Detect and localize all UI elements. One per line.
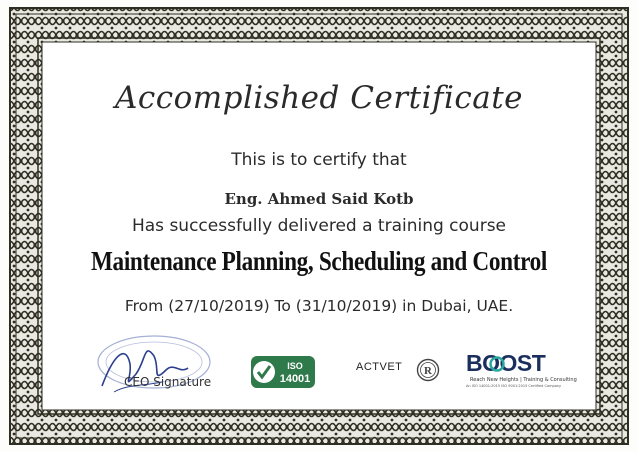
certificate-title: Accomplished Certificate bbox=[114, 80, 524, 116]
registered-mark-icon bbox=[416, 358, 440, 382]
iso-14001-logo bbox=[251, 356, 315, 388]
course-title: Maintenance Planning, Scheduling and Control bbox=[90, 246, 548, 276]
iso-number: 14001 bbox=[279, 373, 311, 385]
certify-intro: This is to certify that bbox=[231, 150, 407, 170]
boost-logo-text: BOOST bbox=[466, 350, 546, 376]
svg-text:R: R bbox=[424, 365, 432, 377]
boost-certification: An ISO 14001:2015 ISO 9001:2015 Certified Company bbox=[466, 384, 562, 388]
delivered-statement: Has successfully delivered a training course bbox=[131, 216, 507, 236]
iso-label: ISO bbox=[287, 361, 303, 371]
recipient-name: Eng. Ahmed Said Kotb bbox=[224, 190, 414, 208]
signature-label: CEO Signature bbox=[124, 375, 212, 389]
signature-stamp-image bbox=[84, 334, 214, 404]
course-dates: From (27/10/2019) To (31/10/2019) in Dubai, UAE. bbox=[124, 297, 514, 315]
actvet-logo-text: ACTVET bbox=[356, 361, 403, 373]
boost-logo-mark bbox=[489, 355, 505, 373]
boost-tagline: Reach New Heights | Training & Consulting bbox=[470, 377, 577, 383]
